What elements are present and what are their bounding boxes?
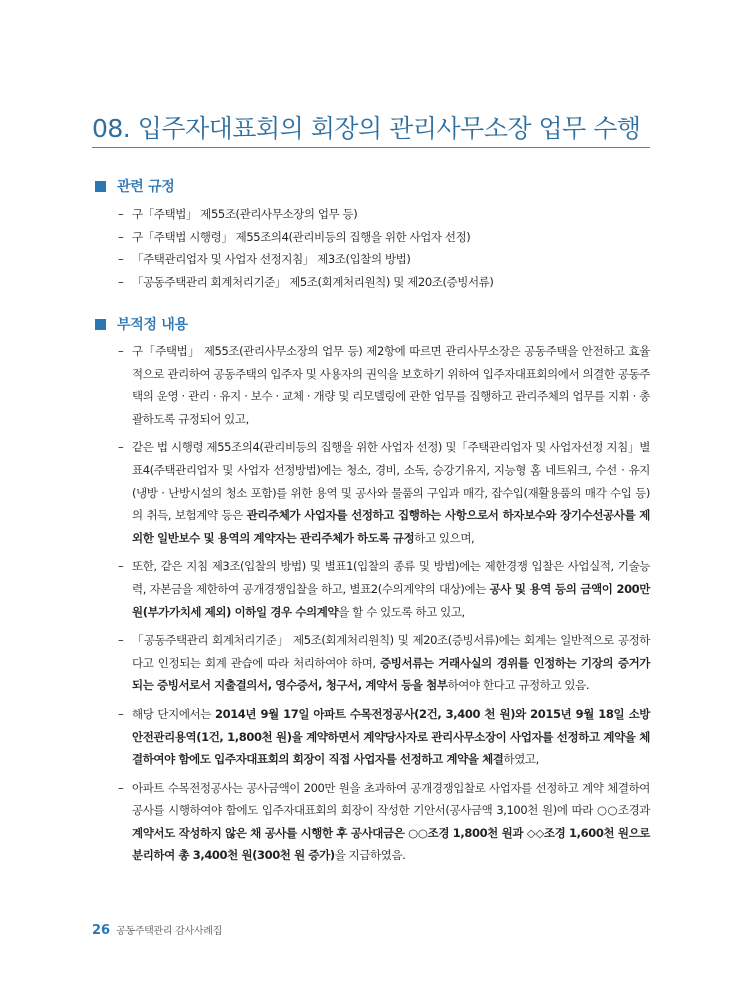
section-label: 부적정 내용 bbox=[117, 317, 188, 333]
regulation-list bbox=[118, 203, 638, 293]
section-heading-findings bbox=[95, 314, 188, 334]
list-item: – 해당 단지에서는 2014년 9월 17일 아파트 수목전정공사(2건, 3,400 천 원)와 2015년 9월 18일 소방 안전관리용역(1건, 1,800천 원)을 계약하면서 계약당사자로 관리사무소장이 사업자를 선정하고 계약을 체결하여야 함에도 입주자대표회의 회장이 직접 사업자를 선정하고 계약을 체결하였고, bbox=[118, 703, 650, 771]
text-run: 을 할 수 있도록 하고 있고, bbox=[338, 604, 465, 619]
paragraph-text bbox=[132, 436, 650, 549]
paragraph-text bbox=[132, 340, 650, 430]
paragraph-text bbox=[132, 777, 650, 867]
list-item: – 구「주택법 시행령」 제55조의4(관리비등의 집행을 위한 사업자 선정) bbox=[118, 226, 638, 249]
emphasis-text: 계약서도 작성하지 않은 채 공사를 시행한 후 공사대금은 ○○조경 1,800천 원과 ◇◇조경 1,600천 원으로 분리하여 총 3,400천 원(300천 원 증가) bbox=[132, 825, 650, 863]
list-item: – 「공동주택관리 회계처리기준」 제5조(회계처리원칙) 및 제20조(증빙서류)에는 회계는 일반적으로 공정하다고 인정되는 회계 관습에 따라 처리하여야 하며, 증빙서류는 거래사실의 경위를 인정하는 기장의 증거가 되는 증빙서로서 지출결의서, 영수증서, 청구서, 계약서 등을 첨부하여야 한다고 규정하고 있음. bbox=[118, 629, 650, 697]
page-number: 26 bbox=[92, 923, 111, 938]
paragraph-text bbox=[132, 629, 650, 697]
text-run: 을 지급하였음. bbox=[334, 848, 406, 863]
emphasis-text: 공사 및 용역 등의 금액이 200만원(부가가치세 제외) 이하일 경우 수의계약 bbox=[132, 581, 650, 619]
list-item-text: 「주택관리업자 및 사업자 선정지침」 제3조(입찰의 방법) bbox=[132, 252, 411, 266]
page-footer bbox=[92, 922, 222, 938]
list-item: – 「공동주택관리 회계처리기준」 제5조(회계처리원칙) 및 제20조(증빙서류) bbox=[118, 271, 638, 294]
emphasis-text: 2014년 9월 17일 아파트 수목전정공사(2건, 3,400 천 원)와 2015년 9월 18일 소방 안전관리용역(1건, 1,800천 원)을 계약하면서 계약당사자로 관리사무소장이 사업자를 선정하고 계약을 체결하여야 함에도 입주자대표회의 회장이 직접 사업자를 선정하고 계약을 체결 bbox=[132, 706, 650, 767]
emphasis-text: 증빙서류는 거래사실의 경위를 인정하는 기장의 증거가 되는 증빙서로서 지출결의서, 영수증서, 청구서, 계약서 등을 첨부 bbox=[132, 655, 650, 693]
list-item: – 아파트 수목전정공사는 공사금액이 200만 원을 초과하여 공개경쟁입찰로 사업자를 선정하고 계약 체결하여 공사를 시행하여야 함에도 입주자대표회의 회장이 작성한 기안서(공사금액 3,100천 원)에 따라 ○○조경과 계약서도 작성하지 않은 채 공사를 시행한 후 공사대금은 ○○조경 1,800천 원과 ◇◇조경 1,600천 원으로 분리하여 총 3,400천 원(300천 원 증가)을 지급하였음. bbox=[118, 777, 650, 867]
section-heading-regulations bbox=[95, 176, 174, 196]
paragraph-text bbox=[132, 555, 650, 623]
emphasis-text: 관리주체가 사업자를 선정하고 집행하는 사항으로서 하자보수와 장기수선공사를 제외한 일반보수 및 용역의 계약자는 관리주체가 하도록 규정 bbox=[132, 508, 650, 545]
list-item-text: 구「주택법」 제55조(관리사무소장의 업무 등) bbox=[132, 207, 358, 221]
text-run: 하고 있으며, bbox=[414, 530, 475, 545]
text-run: 「공동주택관리 회계처리기준」 제5조(회계처리원칙) 및 제20조(증빙서류)에는 회계는 일반적으로 공정하다고 인정되는 회계 관습에 따라 처리하여야 하며, bbox=[132, 633, 650, 670]
book-title: 공동주택관리 감사사례집 bbox=[116, 926, 222, 937]
square-bullet-icon bbox=[95, 319, 106, 330]
text-run: 아파트 수목전정공사는 공사금액이 200만 원을 초과하여 공개경쟁입찰로 사업자를 선정하고 계약 체결하여 공사를 시행하여야 함에도 입주자대표회의 회장이 작성한 기안서(공사금액 3,100천 원)에 따라 ○○조경과 bbox=[132, 780, 650, 818]
text-run: 구「주택법」 제55조(관리사무소장의 업무 등) 제2항에 따르면 관리사무소장은 공동주택을 안전하고 효율적으로 관리하여 공동주택의 입주자 및 사용자의 권익을 보호하기 위하여 입주자대표회의에서 의결한 공동주택의 운영 · 관리 · 유지 · 보수 · 교체 · 개량 및 리모델링에 관한 업무를 집행하고 관리주체의 업무를 지휘 · 총괄하도록 규정되어 있고, bbox=[132, 344, 650, 426]
list-item: – 구「주택법」 제55조(관리사무소장의 업무 등) bbox=[118, 203, 638, 226]
text-run: 또한, 같은 지침 제3조(입찰의 방법) 및 별표1(입찰의 종류 및 방법)에는 제한경쟁 입찰은 사업실적, 기술능력, 자본금을 제한하여 공개경쟁입찰을 하고, 별표2(수의계약의 대상)에는 bbox=[132, 559, 650, 596]
list-item: – 또한, 같은 지침 제3조(입찰의 방법) 및 별표1(입찰의 종류 및 방법)에는 제한경쟁 입찰은 사업실적, 기술능력, 자본금을 제한하여 공개경쟁입찰을 하고, 별표2(수의계약의 대상)에는 공사 및 용역 등의 금액이 200만원(부가가치세 제외) 이하일 경우 수의계약을 할 수 있도록 하고 있고, bbox=[118, 555, 650, 623]
list-item: – 같은 법 시행령 제55조의4(관리비등의 집행을 위한 사업자 선정) 및「주택관리업자 및 사업자선정 지침」별표4(주택관리업자 및 사업자 선정방법)에는 청소, 경비, 소독, 승강기유지, 지능형 홈 네트워크, 수선 · 유지(냉방 · 난방시설의 청소 포함)를 위한 용역 및 공사와 물품의 구입과 매각, 잡수입(재활용품의 매각 수입 등)의 취득, 보험계약 등은 관리주체가 사업자를 선정하고 집행하는 사항으로서 하자보수와 장기수선공사를 제외한 일반보수 및 용역의 계약자는 관리주체가 하도록 규정하고 있으며, bbox=[118, 436, 650, 549]
text-run: 하였고, bbox=[503, 752, 539, 767]
page-title: 08. 입주자대표회의 회장의 관리사무소장 업무 수행 bbox=[92, 114, 641, 143]
text-run: 해당 단지에서는 bbox=[132, 706, 215, 721]
paragraph-text bbox=[132, 703, 650, 771]
list-item-text: 「공동주택관리 회계처리기준」 제5조(회계처리원칙) 및 제20조(증빙서류) bbox=[132, 274, 494, 289]
findings-list bbox=[118, 340, 650, 873]
list-item-text: 구「주택법 시행령」 제55조의4(관리비등의 집행을 위한 사업자 선정) bbox=[132, 229, 471, 244]
title-divider bbox=[92, 147, 650, 148]
square-bullet-icon bbox=[95, 181, 106, 192]
text-run: 같은 법 시행령 제55조의4(관리비등의 집행을 위한 사업자 선정) 및「주택관리업자 및 사업자선정 지침」별표4(주택관리업자 및 사업자 선정방법)에는 청소, 경비, 소독, 승강기유지, 지능형 홈 네트워크, 수선 · 유지(냉방 · 난방시설의 청소 포함)를 위한 용역 및 공사와 물품의 구입과 매각, 잡수입(재활용품의 매각 수입 등)의 취득, 보험계약 등은 bbox=[132, 440, 650, 523]
list-item: – 구「주택법」 제55조(관리사무소장의 업무 등) 제2항에 따르면 관리사무소장은 공동주택을 안전하고 효율적으로 관리하여 공동주택의 입주자 및 사용자의 권익을 보호하기 위하여 입주자대표회의에서 의결한 공동주택의 운영 · 관리 · 유지 · 보수 · 교체 · 개량 및 리모델링에 관한 업무를 집행하고 관리주체의 업무를 지휘 · 총괄하도록 규정되어 있고, bbox=[118, 340, 650, 430]
list-item: – 「주택관리업자 및 사업자 선정지침」 제3조(입찰의 방법) bbox=[118, 248, 638, 271]
text-run: 하여야 한다고 규정하고 있음. bbox=[447, 678, 590, 693]
section-label: 관련 규정 bbox=[117, 179, 175, 195]
